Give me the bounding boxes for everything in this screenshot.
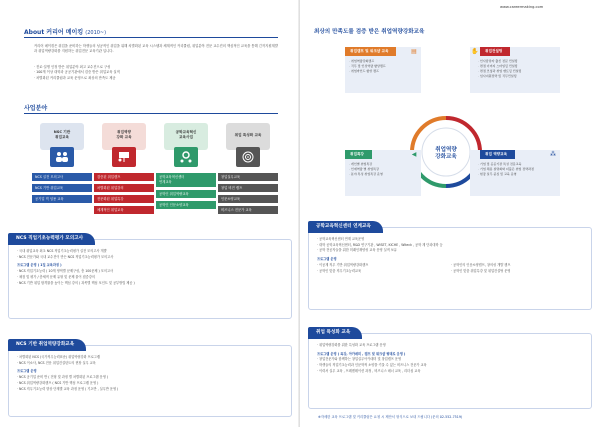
card-list (94, 173, 154, 217)
business-card-ncs (32, 123, 92, 223)
network-icon: ⁂ (550, 151, 556, 158)
card-item: 비즈니스 전문가 교육 (218, 206, 278, 214)
program-row: · 이력서 실무 교육 , 프레젠테이션 과정 , 비즈니스 매너 교육 , 리더십 교육 (317, 369, 585, 375)
section-title: 공학교육혁신센터 연계교육 (308, 221, 383, 233)
program-title: 프로그램 운영 ( 특강, 아카데미 , 캠프 및 워크샵 형태로 운영 ) (317, 351, 406, 356)
card-item: NCS 기반 취업교육 (32, 184, 92, 192)
about-bullet: · 차별화된 커리큘럼과 교육 운영으로 최상의 만족도 제공 (34, 76, 280, 81)
card-item: 공학교육혁신센터 연계교육 (156, 173, 216, 187)
section-title: 취업 특성화 교육 (308, 327, 362, 339)
about-heading (24, 27, 106, 36)
program-column-left (317, 263, 451, 274)
program-row: · NCS 기반 취업 합격률을 높이는 핵심 강의 ( 과목별 핵심 포인트 및 공부방법 제공 ) (17, 281, 285, 287)
quad-item: · 분야 특성 취업특강 운영 (349, 172, 383, 177)
quad-camp-workshop (345, 47, 421, 93)
program-row: · 채점 및 평가 / 총체적 문제 유형 및 문제 풀이 집중강의 (17, 275, 285, 281)
quad-item: · 입사지원전략 및 직무컨설팅 (478, 74, 521, 79)
program-row: · 이공계 직무 기반 취업역량강화캠프 (317, 263, 451, 269)
about-subtitle: (2010~) (85, 30, 107, 36)
program-row: · 공학인 맞춤 취업특강 및 취업컨설팅 운영 (451, 269, 585, 275)
about-bullet: · 100개 이상 대학과 공공기관에서 검증 받은 취업교육 실적 (34, 70, 280, 75)
card-list (156, 173, 216, 212)
quad-item: · 면접 코칭과 취업 멘토링 컨설팅 (478, 69, 521, 74)
section-engineering-linked (308, 224, 592, 310)
program-column-right (451, 263, 585, 274)
program-title: 프로그램 운영 (317, 257, 337, 262)
footnote: ※자세한 교육 프로그램 및 커리큘럼은 요청 시 제안서 형식으로 보내 드립니다 (문의 02-552-7519) (318, 415, 463, 419)
section-row: · 공학교육혁신센터 연계 교육운영 (317, 237, 585, 243)
quad-list (349, 162, 383, 177)
about-bullets (34, 65, 280, 81)
card-list (218, 173, 278, 217)
quad-lecture (345, 150, 421, 196)
card-title: NSC 기반 취업교육 (40, 123, 84, 150)
quad-capacity-education (470, 150, 560, 196)
program-title: 프로그램 운영 (17, 369, 37, 374)
quad-item: · 취업마인드 향상 캠프 (349, 69, 386, 74)
card-item: 체계적인 취업교육 (94, 206, 154, 214)
ring-center-label: 취업역량 강화교육 (435, 147, 457, 160)
about-bullet: · 진로·설명 인정 받은 취업분야 최고 교수진으로 구성 (34, 65, 280, 70)
program-row: · 공학인의 인문소양캠프, 창의성 개발 캠프 (451, 263, 585, 269)
section-row: · NCS 전문가와 국내 교수진이 만든 NCS 직업기초능력평가 모의고사 (17, 255, 285, 261)
program-row: · NCS 직업기초능력 ( 10개 영역별 문제구성, 총 100문제 ) 모의고사 (17, 269, 285, 275)
quad-title: 취업 역량교육 (480, 150, 515, 159)
program-row: · 창업전문가와 함께하는 창업실무아카데미 및 창업캠프 운영 (317, 357, 585, 363)
card-title: 공학교육혁신 교육사업 (164, 123, 208, 150)
about-paragraph: 커리어 메이킹은 취업을 준비하는 학생들의 성공적인 취업을 위해 차별화된 교육 시스템과 체계적인 커리큘럼, 취업분야 전문 교수진의 핵심적인 교육을 통해 긴작지원계발과 취업역량강화를 지원하는 취업전문 교육기관 입니다. (34, 44, 278, 54)
business-card-engineering (156, 123, 216, 223)
quad-item: · 취업역량강화캠프 (349, 59, 386, 64)
target-icon (236, 147, 260, 167)
card-item: 창업실무교육 (218, 173, 278, 181)
section-row: · NCS 이소사, NCS 전문 취업컨설턴트의 현장 실무 교육 (17, 361, 285, 367)
program-row: · NCS 직무기초능력 향상 단계별 교육 과정 운영 ( 기초반 , 실무반 운영 ) (17, 387, 285, 393)
quad-title: 취업특강 (345, 150, 372, 159)
section-ncs-capacity (8, 342, 292, 417)
section-title: NCS 기반 취업역량강화교육 (8, 339, 86, 351)
quad-item: · 기업 및 공공기관 특성 전문교육 (478, 162, 534, 167)
section-body (17, 249, 285, 286)
section-row: · 공학 전공자들을 위한 미래인재양성 교육 운영 실적 보유 (317, 248, 585, 254)
card-item: 검증된 취업캠프 (94, 173, 154, 181)
presentation-icon (112, 147, 136, 167)
card-title: 취업역량 강화 교육 (102, 123, 146, 150)
quad-item: · 직무 및 인성역량 향상캠프 (349, 64, 386, 69)
quad-item: · 현장 실무 중심 및 교육 운영 (478, 172, 534, 177)
about-title: About 커리어 메이킹 (24, 29, 84, 36)
section-body (317, 237, 585, 274)
quad-consulting (470, 47, 560, 93)
quad-item: · 면접 이미지 스타일링 컨설팅 (478, 64, 521, 69)
quad-list (478, 59, 521, 79)
program-row: · NCS 공기업 준비 반 ( 전형 및 과정 별 차별화된 프로그램 운영 ) (17, 375, 285, 381)
card-item: 창업 비전 캠프 (218, 184, 278, 192)
about-divider (24, 37, 278, 38)
business-heading: 사업분야 (24, 105, 48, 112)
right-heading: 최상의 만족도를 검증 받은 취업역량강화교육 (314, 29, 425, 35)
quad-item: · 기업 채용 설명회와 더불은 취업 전략과정 (478, 167, 534, 172)
business-card-capacity (94, 123, 154, 223)
quad-title: 취업컨설팅 (480, 47, 510, 56)
quad-list (478, 162, 534, 177)
card-item: 전문화된 취업특강 (94, 195, 154, 203)
quad-item: · 개인별 취업특강 (349, 162, 383, 167)
section-body (17, 355, 285, 392)
program-columns (317, 263, 585, 274)
card-item: 공학인 취업역량교육 (156, 190, 216, 198)
section-row: · 국내 취업교육 최초 NCS 직업기초능력평가 실전 모의고사 개발 (17, 249, 285, 255)
business-card-special (218, 123, 278, 223)
program-title: 프로그램 운영 ( 1일 교육과정 ) (17, 263, 62, 268)
quad-item: · 인재역량 별 취업특강 (349, 167, 383, 172)
quad-list (349, 59, 386, 74)
card-item: NCS 실전 모의고사 (32, 173, 92, 181)
card-item: 공학인 인문소양교육 (156, 201, 216, 209)
program-row: · NCS 취업역량강화캠프 ( NCS 기반 핵심 프로그램 운영 ) (17, 381, 285, 387)
card-item: 차별화된 취업강의 (94, 184, 154, 192)
website-url: www.careermaking.com (500, 5, 544, 9)
card-item: 공기업 빅 임용 교육 (32, 195, 92, 203)
section-row: · 대학 공학교육혁신센터, R&D 연구기관 , WISET, KICHE , Witeck , 공학 계 단과대학 등 (317, 243, 585, 249)
clipboard-icon: ▤ (411, 48, 417, 55)
card-title: 취업 특성화 교육 (226, 123, 270, 150)
section-title: NCS 직업기초능력평가 모의고사 (8, 233, 95, 245)
section-ncs-mock-test (8, 236, 292, 319)
quad-item: · 인사담당자 출신 전문 컨설팅 (478, 59, 521, 64)
program-row: · 공학인 맞춤 직무기초능력교육 (317, 269, 451, 275)
handshake-icon: ✋ (471, 48, 479, 55)
megaphone-icon: ◀ (411, 151, 417, 158)
program-row: · 학생들의 직업기초능력과 인문학적 소양을 키울 수 있는 비즈니스 전문가 교육 (317, 363, 585, 369)
section-body (317, 343, 585, 375)
section-row: · 차별화된 NCS (국가직무능력표준) 취업역량강화 프로그램 (17, 355, 285, 361)
gear-people-icon (174, 147, 198, 167)
people-icon (50, 147, 74, 167)
business-divider (24, 113, 278, 114)
card-item: 인문소양교육 (218, 195, 278, 203)
section-special-education (308, 330, 592, 409)
card-list (32, 173, 92, 206)
section-row: · 취업역량강화를 위한 특성화 교육 프로그램 운영 (317, 343, 585, 349)
quad-title: 취업캠프 및 워크샵 교육 (345, 47, 396, 56)
